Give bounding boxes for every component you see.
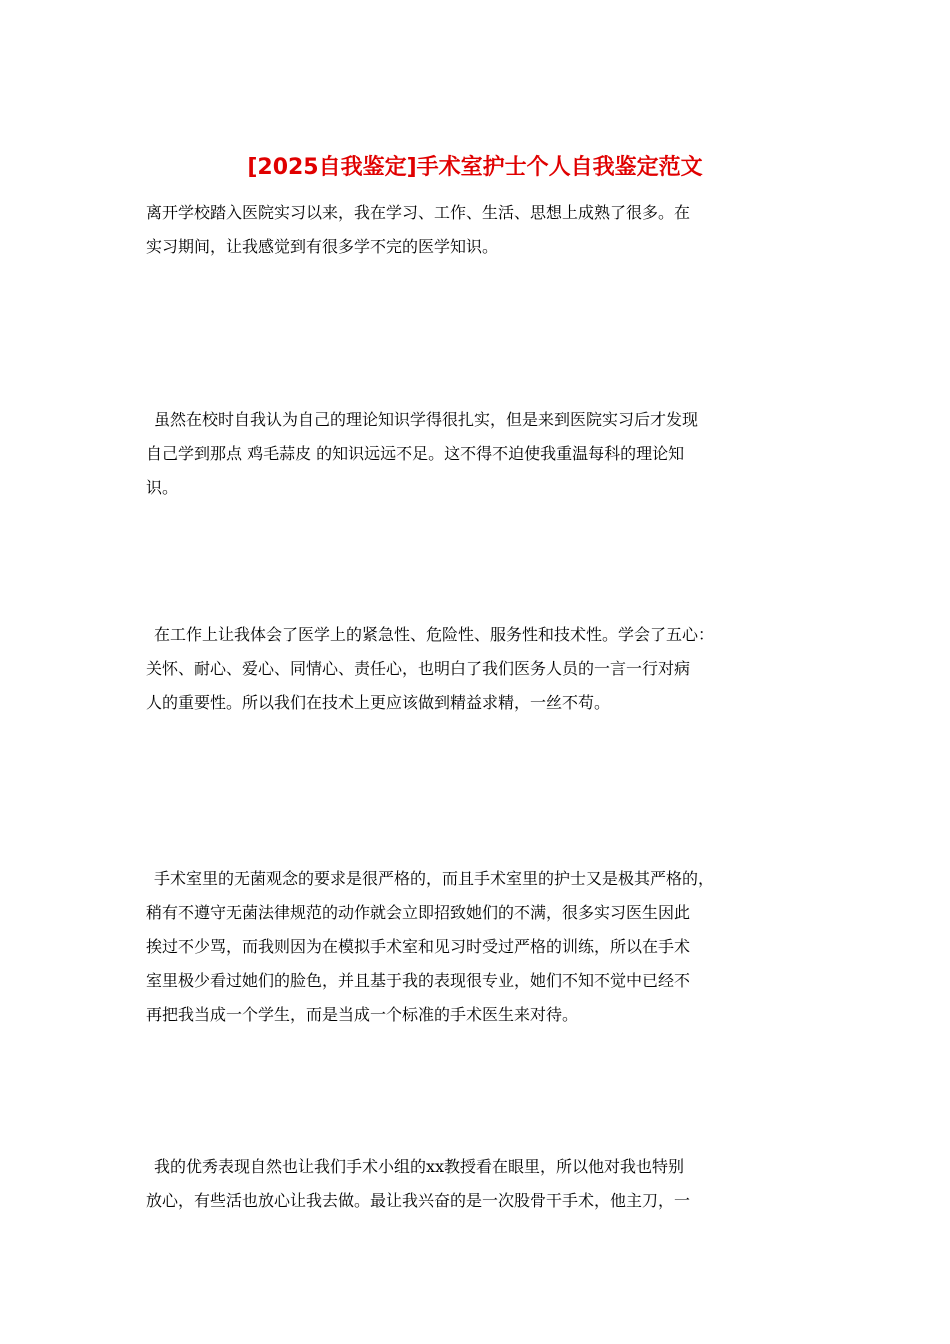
- text-line: 稍有不遵守无菌法律规范的动作就会立即招致她们的不满，很多实习医生因此: [146, 903, 691, 922]
- text-line-content: 我的优秀表现自然也让我们手术小组的xx教授看在眼里，所以他对我也特别: [154, 1157, 685, 1176]
- text-line-content: 虽然在校时自我认为自己的理论知识学得很扎实，但是来到医院实习后才发现: [154, 410, 699, 429]
- text-line: 人的重要性。所以我们在技术上更应该做到精益求精，一丝不苟。: [146, 693, 611, 712]
- text-line: 离开学校踏入医院实习以来，我在学习、工作、生活、思想上成熟了很多。在: [146, 203, 691, 222]
- text-line: [146, 618, 826, 652]
- text-line: 实习期间，让我感觉到有很多学不完的医学知识。: [146, 237, 499, 256]
- text-line: 室里极少看过她们的脸色，并且基于我的表现很专业，她们不知不觉中已经不: [146, 971, 691, 990]
- text-line: 自己学到那点 鸡毛蒜皮 的知识远远不足。这不得不迫使我重温每科的理论知: [146, 444, 685, 463]
- paragraph-2: [146, 403, 826, 505]
- text-line-content: 在工作上让我体会了医学上的紧急性、危险性、服务性和技术性。学会了五心：: [154, 625, 715, 644]
- text-line: 放心，有些活也放心让我去做。最让我兴奋的是一次股骨干手术，他主刀，一: [146, 1191, 691, 1210]
- text-line: 关怀、耐心、爱心、同情心、责任心，也明白了我们医务人员的一言一行对病: [146, 659, 691, 678]
- paragraph-1: [146, 196, 826, 264]
- text-line-content: 手术室里的无菌观念的要求是很严格的，而且手术室里的护士又是极其严格的，: [154, 869, 715, 888]
- document-title: [2025自我鉴定]手术室护士个人自我鉴定范文: [247, 155, 703, 180]
- text-line: [146, 403, 826, 437]
- paragraph-4: [146, 862, 826, 1032]
- text-line: 挨过不少骂，而我则因为在模拟手术室和见习时受过严格的训练，所以在手术: [146, 937, 691, 956]
- text-line: [146, 862, 826, 896]
- text-line: 再把我当成一个学生，而是当成一个标准的手术医生来对待。: [146, 1005, 579, 1024]
- paragraph-3: [146, 618, 826, 720]
- text-line: [146, 1150, 826, 1184]
- text-line: 识。: [146, 478, 179, 497]
- paragraph-5: [146, 1150, 826, 1218]
